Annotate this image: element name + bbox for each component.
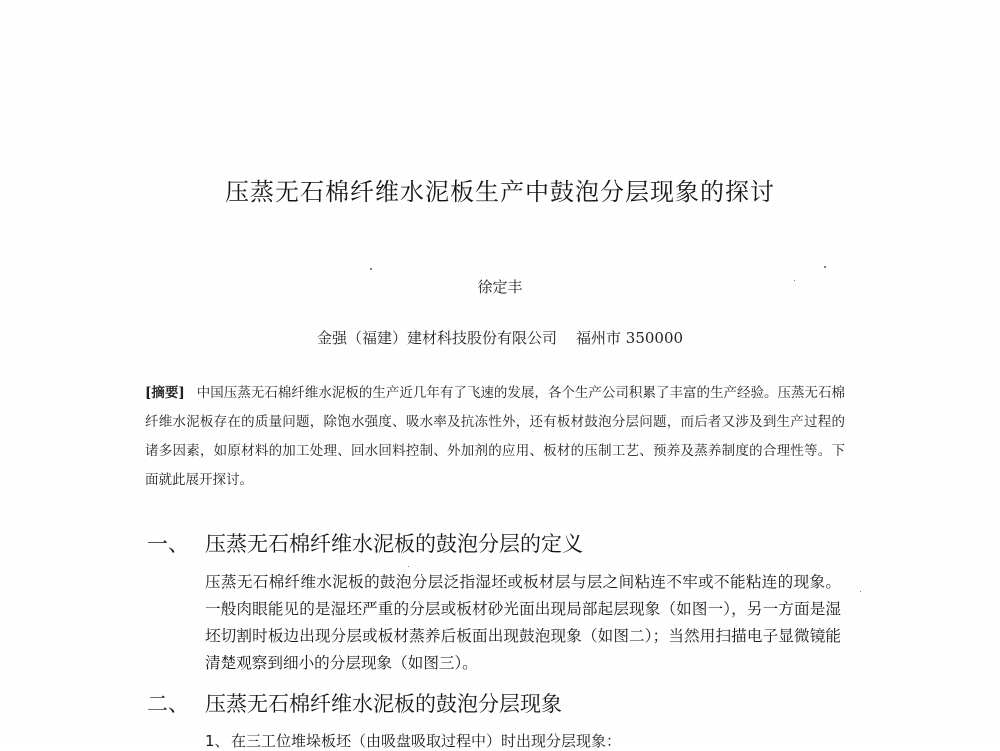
author-affiliation <box>0 327 1000 348</box>
abstract-text: 中国压蒸无石棉纤维水泥板的生产近几年有了飞速的发展，各个生产公司积累了丰富的生产经验。压蒸无石棉纤维水泥板存在的质量问题，除饱水强度、吸水率及抗冻性外，还有板材鼓泡分层问题，而后者又涉及到生产过程的诸多因素，如原材料的加工处理、回水回料控制、外加剂的应用、板材的压制工艺、预养及蒸养制度的合理性等。下面就此展开探讨。 <box>145 385 846 488</box>
section-2-list-item <box>205 730 621 751</box>
affiliation-city-postcode: 福州市 350000 <box>576 329 684 347</box>
affiliation-company: 金强（福建）建材科技股份有限公司 <box>316 329 557 347</box>
section-2-title: 压蒸无石棉纤维水泥板的鼓泡分层现象 <box>205 692 562 716</box>
scan-speck <box>824 266 826 268</box>
scan-speck <box>860 591 861 592</box>
scan-speck <box>794 280 795 281</box>
list-item-number: 1、 <box>205 732 230 750</box>
scan-speck <box>370 268 372 270</box>
list-item-text: 在三工位堆垛板坯（由吸盘吸取过程中）时出现分层现象： <box>231 732 622 750</box>
abstract-paragraph <box>145 379 845 495</box>
document-title: 压蒸无石棉纤维水泥板生产中鼓泡分层现象的探讨 <box>225 178 775 206</box>
section-1-title: 压蒸无石棉纤维水泥板的鼓泡分层的定义 <box>205 532 583 556</box>
section-2-number: 二、 <box>147 692 189 716</box>
author-name: 徐定丰 <box>477 278 523 296</box>
section-1-number: 一、 <box>147 532 189 556</box>
section-1-heading <box>147 528 583 558</box>
section-1-body: 压蒸无石棉纤维水泥板的鼓泡分层泛指湿坯或板材层与层之间粘连不牢或不能粘连的现象。一般肉眼能见的是湿坯严重的分层或板材砂光面出现局部起层现象（如图一），另一方面是湿坯切割时板边出现分层或板材蒸养后板面出现鼓泡现象（如图二）；当然用扫描电子显微镜能清楚观察到细小的分层现象（如图三）。 <box>205 573 841 672</box>
section-2-heading <box>147 688 562 718</box>
scan-speck <box>408 566 409 567</box>
abstract-label: [摘要] <box>145 385 185 401</box>
